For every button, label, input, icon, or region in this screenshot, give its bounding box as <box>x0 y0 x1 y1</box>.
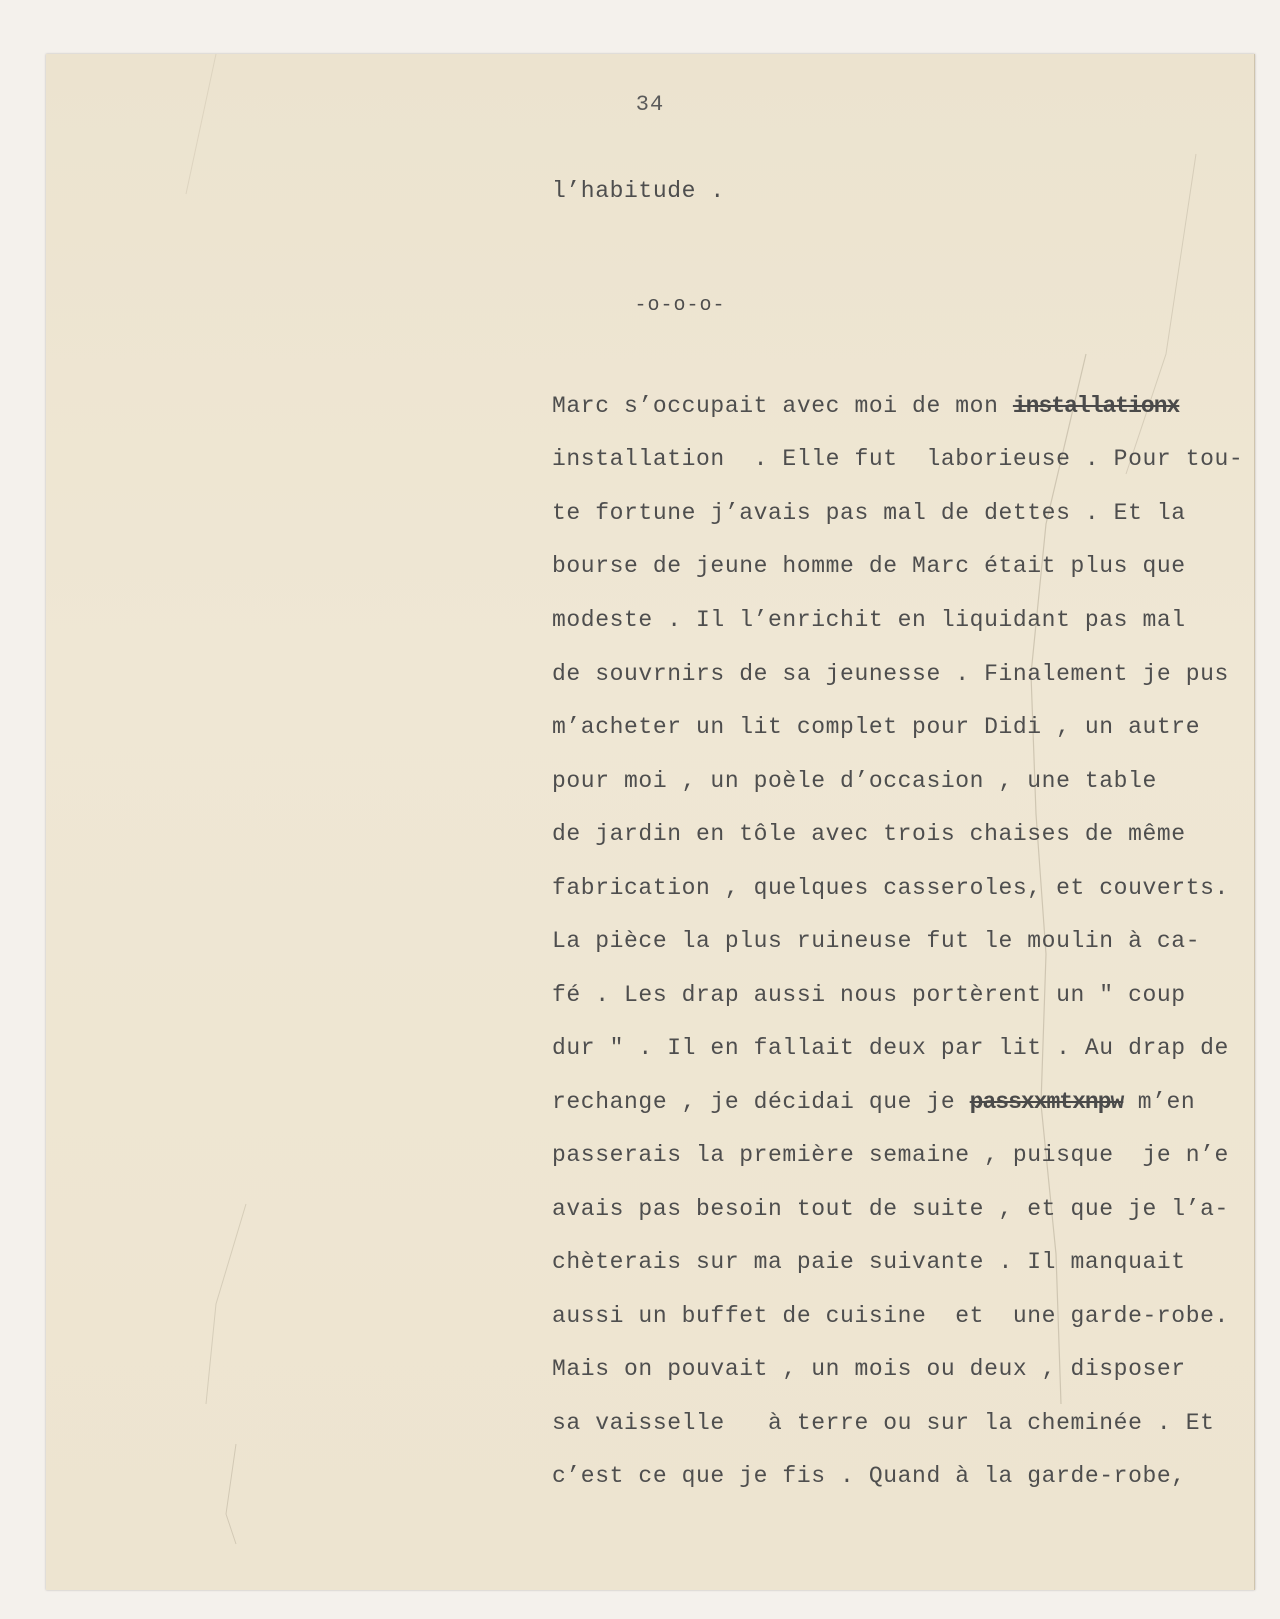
text-line-6: modeste . Il l’enrichit en liquidant pas mal <box>552 607 1186 633</box>
text-line-19: aussi un buffet de cuisine et une garde-robe. <box>552 1303 1229 1329</box>
text-line-15 <box>552 1089 1195 1115</box>
text-line-18: chèterais sur ma paie suivante . Il manquait <box>552 1249 1186 1275</box>
text-line-21: sa vaisselle à terre ou sur la cheminée . Et <box>552 1410 1215 1436</box>
text-line-12: La pièce la plus ruineuse fut le moulin à ca- <box>552 928 1201 954</box>
text-line-2 <box>552 393 1179 419</box>
text-line-1: l’habitude . <box>552 178 725 204</box>
text-line-15-text: rechange , je décidai que je <box>552 1089 970 1115</box>
text-line-9: pour moi , un poèle d’occasion , une table <box>552 768 1157 794</box>
text-line-10: de jardin en tôle avec trois chaises de même <box>552 821 1186 847</box>
text-line-15-after: m’en <box>1123 1089 1196 1115</box>
text-line-20: Mais on pouvait , un mois ou deux , disposer <box>552 1356 1186 1382</box>
text-line-16: passerais la première semaine , puisque je n’e <box>552 1142 1229 1168</box>
struck-out-word: installationx <box>1012 393 1180 419</box>
text-line-13: fé . Les drap aussi nous portèrent un " coup <box>552 982 1186 1008</box>
section-separator: -o-o-o- <box>634 294 726 317</box>
struck-out-word-2: passxxmtxnpw <box>969 1089 1124 1115</box>
text-line-11: fabrication , quelques casseroles, et couverts. <box>552 875 1229 901</box>
typewritten-page <box>46 54 1255 1590</box>
text-line-7: de souvrnirs de sa jeunesse . Finalement je pus <box>552 661 1229 687</box>
text-line-8: m’acheter un lit complet pour Didi , un autre <box>552 714 1201 740</box>
page-number: 34 <box>635 92 665 117</box>
text-line-17: avais pas besoin tout de suite , et que je l’a- <box>552 1196 1229 1222</box>
text-line-5: bourse de jeune homme de Marc était plus que <box>552 553 1186 579</box>
text-line-14: dur " . Il en fallait deux par lit . Au drap de <box>552 1035 1229 1061</box>
text-line-22: c’est ce que je fis . Quand à la garde-robe, <box>552 1463 1186 1489</box>
text-line-3: installation . Elle fut laborieuse . Pour tou- <box>552 446 1244 472</box>
text-line-2-text: Marc s’occupait avec moi de mon <box>552 393 1013 419</box>
text-line-4: te fortune j’avais pas mal de dettes . Et la <box>552 500 1186 526</box>
